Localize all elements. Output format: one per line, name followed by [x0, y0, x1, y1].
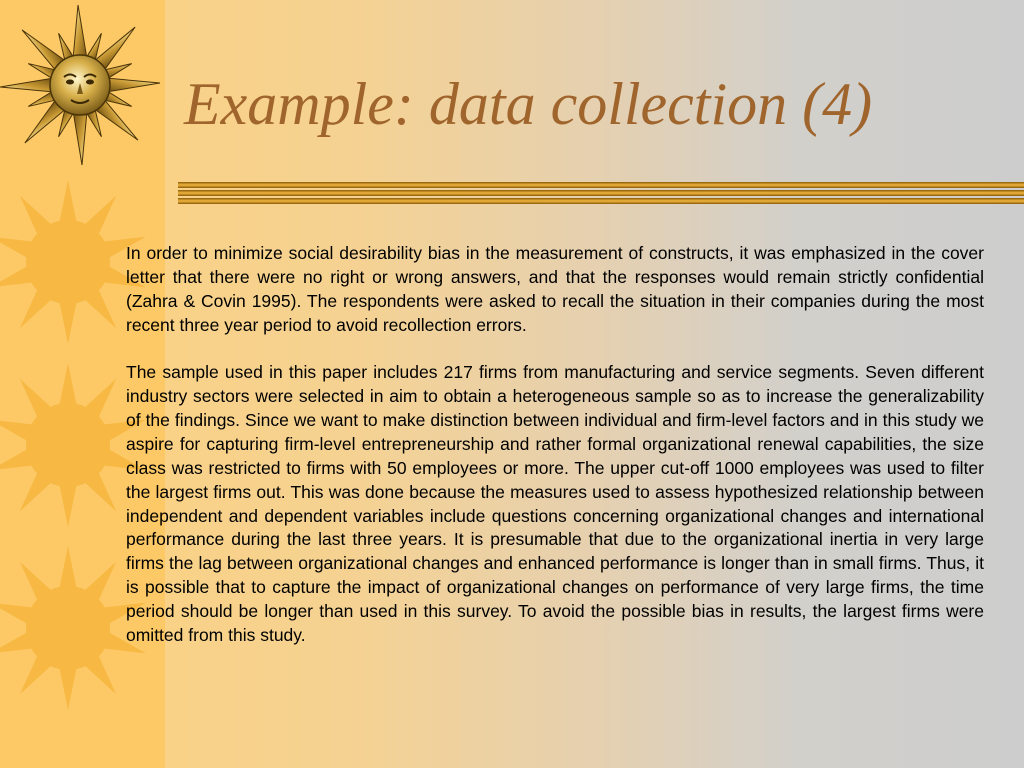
sun-face-icon [0, 5, 160, 165]
paragraph-1: In order to minimize social desirability bias in the measurement of constructs, it was emphasized in the cover letter that there were no right or wrong answers, and that the responses would remain strictly confidential (Zahra & Covin 1995). The respondents were asked to recall the situation in their companies during the most recent three year period to avoid recollection errors. [126, 243, 984, 335]
slide-title: Example: data collection (4) [184, 71, 873, 137]
slide-body [126, 242, 984, 672]
paragraph-2: The sample used in this paper includes 217 firms from manufacturing and service segments. Seven different industry sectors were selected in aim to obtain a heterogeneous sample so as to increase the generalizability of the findings. Since we want to make distinction between individual and firm-level factors and in this study we aspire for capturing firm-level entrepreneurship and rather formal organizational renewal capabilities, the size class was restricted to firms with 50 employees or more. The upper cut-off 1000 employees was used to filter the largest firms out. This was done because the measures used to assess hypothesized relationship between independent and dependent variables include questions concerning organizational changes and international performance during the last three years. It is presumable that due to the organizational inertia in very large firms the lag between organizational changes and enhanced performance is longer than in small firms. Thus, it is possible that to capture the impact of organizational changes on performance of very large firms, the time period should be longer than used in this survey. To avoid the possible bias in results, the largest firms were omitted from this study. [126, 362, 984, 646]
title-divider [178, 182, 1024, 204]
